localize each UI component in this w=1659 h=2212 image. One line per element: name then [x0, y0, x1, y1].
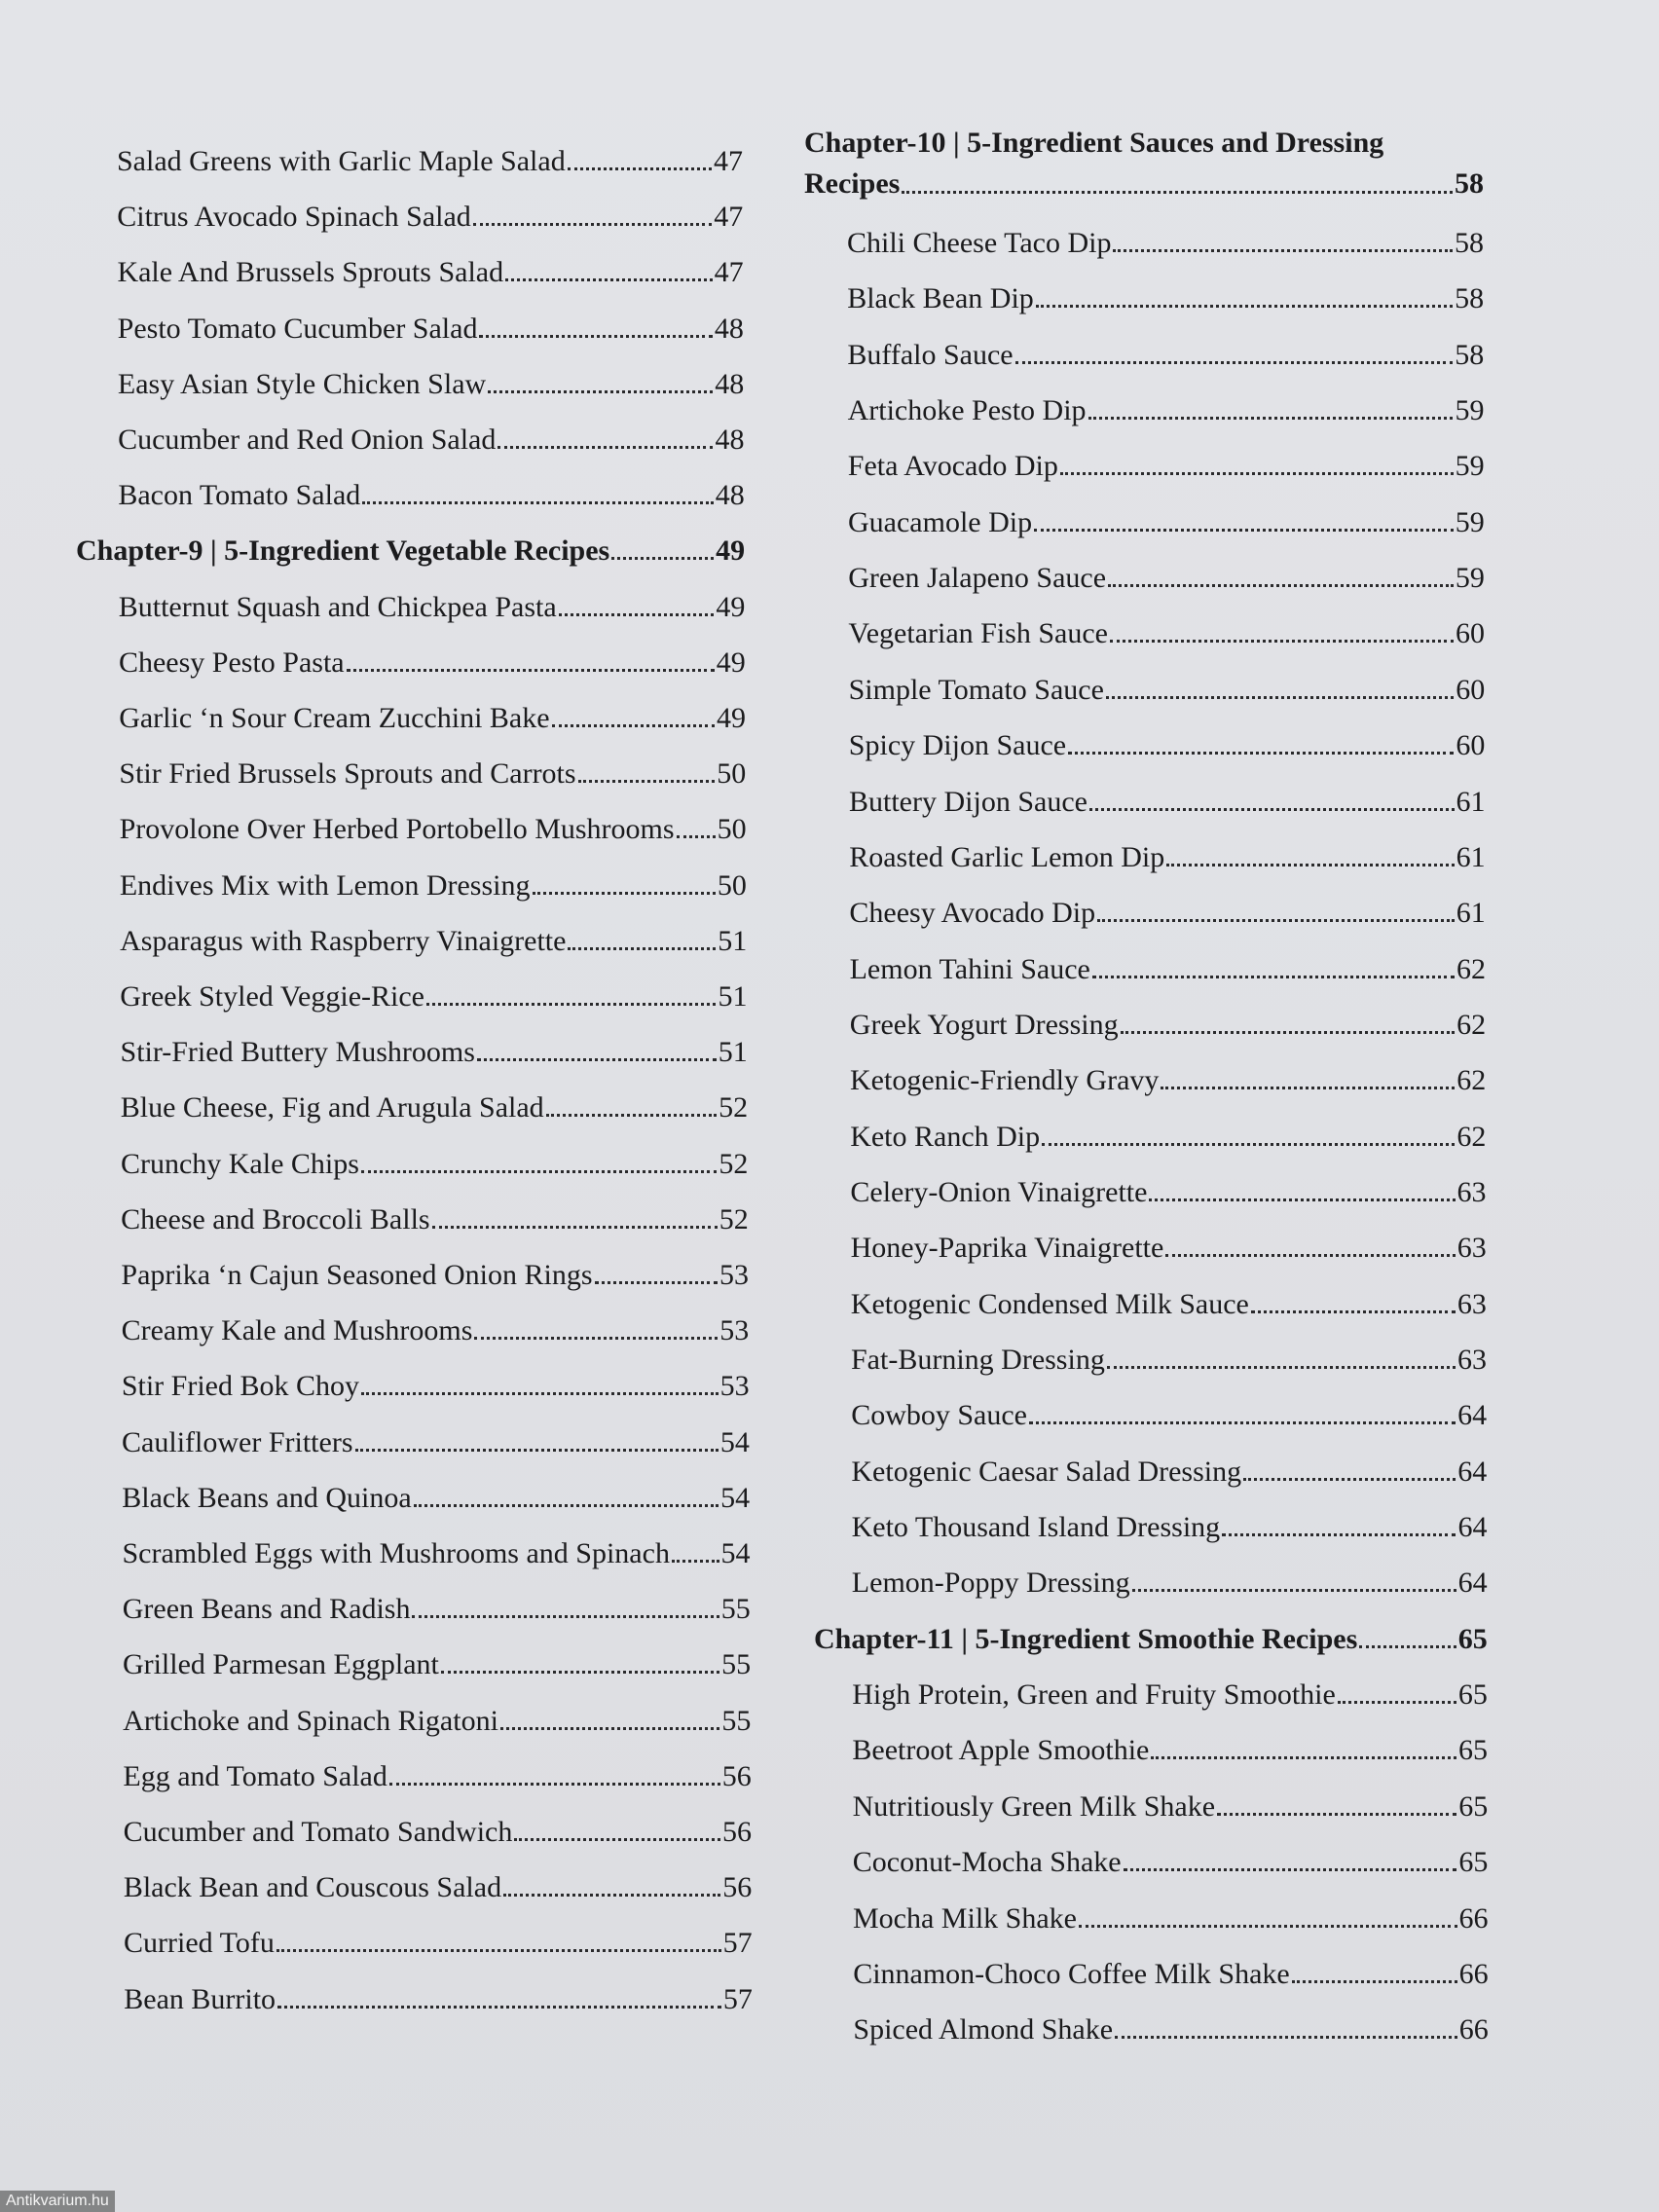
page-number: 54 — [719, 1425, 750, 1458]
page-number: 55 — [721, 1704, 752, 1737]
dot-leader — [1015, 361, 1454, 364]
entry-title: Pesto Tomato Cucumber Salad — [117, 312, 478, 345]
dot-leader — [1251, 1310, 1456, 1313]
page-number: 59 — [1455, 394, 1485, 427]
page-number: 64 — [1457, 1399, 1488, 1432]
dot-leader — [1079, 1925, 1457, 1928]
toc-entry[interactable] — [119, 701, 746, 736]
toc-entry[interactable] — [850, 952, 1486, 987]
dot-leader — [503, 1894, 720, 1897]
toc-entry[interactable] — [853, 1901, 1489, 1936]
watermark: Antikvarium.hu — [0, 2191, 115, 2212]
entry-title: Ketogenic Condensed Milk Sauce — [850, 1287, 1249, 1320]
entry-title: Spicy Dijon Sauce — [848, 729, 1067, 762]
dot-leader — [552, 724, 715, 727]
page-number: 54 — [720, 1537, 751, 1569]
toc-entry[interactable] — [118, 423, 744, 458]
page-number: 51 — [718, 1036, 748, 1069]
dot-leader — [361, 1170, 717, 1173]
entry-title: Vegetarian Fish Sauce — [848, 617, 1108, 650]
page-number: 56 — [722, 1871, 753, 1904]
entry-title: Crunchy Kale Chips — [120, 1147, 359, 1180]
page-number: 56 — [721, 1759, 752, 1792]
toc-entry[interactable] — [847, 338, 1484, 373]
toc-entry[interactable] — [850, 1175, 1486, 1210]
page-number: 52 — [719, 1147, 749, 1180]
toc-entry[interactable] — [123, 1592, 751, 1627]
page-number: 64 — [1457, 1511, 1488, 1544]
entry-title: Mocha Milk Shake — [853, 1901, 1077, 1935]
page-number: 66 — [1458, 2013, 1489, 2046]
entry-title: Black Beans and Quinoa — [122, 1481, 412, 1514]
page-number: 63 — [1456, 1287, 1487, 1320]
page-number: 65 — [1458, 1734, 1489, 1767]
chapter-10-title-line1: Chapter-10 | 5-Ingredient Sauces and Dressing — [804, 127, 1384, 159]
entry-title: Cucumber and Tomato Sandwich — [123, 1816, 513, 1848]
dot-leader — [500, 1727, 719, 1730]
toc-entry[interactable] — [850, 1063, 1486, 1098]
toc-entry[interactable] — [118, 478, 744, 513]
dot-leader — [1124, 1868, 1457, 1871]
entry-title: Endives Mix with Lemon Dressing — [119, 868, 531, 902]
entry-title: Grilled Parmesan Eggplant — [122, 1648, 439, 1681]
dot-leader — [432, 1226, 718, 1229]
page-number: 59 — [1455, 562, 1485, 595]
page-number: 54 — [720, 1481, 751, 1514]
toc-entry[interactable] — [852, 1733, 1488, 1768]
entry-title: Keto Ranch Dip — [850, 1120, 1041, 1153]
dot-leader — [1092, 976, 1455, 978]
dot-leader — [1106, 696, 1454, 699]
page-number: 59 — [1455, 450, 1485, 483]
dot-leader — [1222, 1533, 1456, 1536]
entry-title: Scrambled Eggs with Mushrooms and Spinach — [122, 1537, 670, 1569]
toc-entry[interactable] — [120, 868, 747, 903]
toc-entry[interactable] — [122, 1481, 750, 1516]
page-number: 62 — [1456, 1008, 1487, 1041]
toc-entry[interactable] — [119, 756, 746, 792]
page-number: 63 — [1456, 1175, 1487, 1208]
page-number: 50 — [717, 868, 747, 902]
page-number: 62 — [1456, 1064, 1487, 1097]
dot-leader — [474, 1337, 718, 1340]
page-number: 50 — [717, 813, 747, 846]
page-number: 57 — [722, 1927, 753, 1960]
dot-leader — [347, 669, 715, 672]
dot-leader — [1165, 1254, 1455, 1257]
dot-leader — [361, 1392, 719, 1395]
page-number: 47 — [714, 201, 744, 234]
entry-title: Bacon Tomato Salad — [118, 479, 361, 512]
entry-title: Kale And Brussels Sprouts Salad — [117, 256, 504, 289]
dot-leader — [426, 1003, 717, 1006]
page-number: 64 — [1457, 1567, 1488, 1600]
page-number: 61 — [1456, 785, 1486, 818]
toc-entry[interactable] — [121, 1147, 748, 1182]
entry-title: Greek Styled Veggie-Rice — [120, 980, 424, 1013]
entry-title: Beetroot Apple Smoothie — [852, 1734, 1150, 1767]
page-number: 48 — [715, 367, 745, 400]
dot-leader — [498, 446, 713, 449]
dot-leader — [568, 167, 712, 170]
dot-leader — [412, 1615, 719, 1618]
entry-title: Stir-Fried Buttery Mushrooms — [120, 1036, 475, 1069]
entry-title: Creamy Kale and Mushrooms — [121, 1314, 473, 1347]
entry-title: Ketogenic Caesar Salad Dressing — [851, 1455, 1242, 1488]
page-number: 59 — [1455, 505, 1485, 538]
entry-title: Cheese and Broccoli Balls — [121, 1202, 430, 1235]
entry-title: Paprika ‘n Cajun Seasoned Onion Rings — [121, 1259, 593, 1291]
entry-title: Feta Avocado Dip — [847, 450, 1058, 483]
page-number: 58 — [1455, 227, 1484, 259]
dot-leader — [276, 1949, 721, 1952]
toc-entry[interactable] — [851, 1231, 1487, 1266]
entry-title: Blue Cheese, Fig and Arugula Salad — [120, 1091, 544, 1124]
dot-leader — [1115, 2036, 1457, 2039]
toc-entry[interactable] — [123, 1536, 751, 1571]
page-number: 52 — [719, 1202, 749, 1235]
dot-leader — [1132, 1589, 1456, 1592]
page-number: 51 — [718, 980, 748, 1013]
toc-entry[interactable] — [121, 1202, 749, 1237]
chapter-heading[interactable] — [76, 534, 745, 569]
dot-leader — [1161, 1087, 1455, 1089]
chapter-heading[interactable] — [814, 1622, 1488, 1657]
dot-leader — [578, 780, 716, 783]
toc-entry[interactable] — [851, 1398, 1487, 1433]
toc-entry[interactable] — [122, 1369, 750, 1404]
entry-title: Guacamole Dip — [848, 505, 1033, 538]
dot-leader — [1036, 305, 1453, 308]
dot-leader — [414, 1504, 719, 1507]
dot-leader — [1292, 1980, 1457, 1983]
toc-entry[interactable] — [123, 1704, 751, 1739]
entry-title: Lemon Tahini Sauce — [849, 952, 1090, 985]
dot-leader — [441, 1671, 719, 1674]
page-number: 66 — [1458, 1901, 1489, 1935]
toc-entry[interactable] — [122, 1425, 750, 1460]
dot-leader — [1217, 1813, 1456, 1816]
page-number: 60 — [1456, 673, 1486, 706]
toc-entry[interactable] — [850, 1120, 1486, 1155]
page-number: 48 — [714, 312, 744, 345]
page-number: 52 — [719, 1091, 749, 1124]
toc-entry[interactable] — [119, 590, 746, 625]
toc-entry[interactable] — [853, 1789, 1489, 1825]
page-number: 55 — [720, 1593, 751, 1626]
page-number: 65 — [1457, 1678, 1488, 1712]
dot-leader — [505, 278, 713, 281]
entry-title: Nutritiously Green Milk Shake — [852, 1789, 1216, 1823]
toc-entry[interactable] — [120, 812, 747, 847]
entry-title: Black Bean Dip — [847, 282, 1034, 315]
page-number: 66 — [1458, 1957, 1489, 1990]
dot-leader — [1338, 1701, 1456, 1704]
toc-entry[interactable] — [849, 840, 1485, 875]
entry-title: Artichoke and Spinach Rigatoni — [123, 1704, 498, 1737]
dot-leader — [1089, 808, 1455, 811]
chapter-title: Chapter-9 | 5-Ingredient Vegetable Recipes — [76, 535, 610, 568]
page-number: 53 — [719, 1370, 750, 1403]
page-number: 60 — [1456, 729, 1486, 762]
toc-entry[interactable] — [850, 1008, 1486, 1043]
page-number: 53 — [719, 1259, 749, 1291]
chapter-title: Chapter-11 | 5-Ingredient Smoothie Recipes — [814, 1622, 1358, 1655]
dot-leader — [1097, 919, 1455, 922]
entry-title: Keto Thousand Island Dressing — [851, 1511, 1221, 1544]
entry-title: Garlic ‘n Sour Cream Zucchini Bake — [119, 702, 550, 734]
entry-title: Celery-Onion Vinaigrette — [850, 1175, 1148, 1208]
page-number: 49 — [716, 702, 746, 734]
entry-title: Ketogenic-Friendly Gravy — [850, 1064, 1160, 1097]
toc-entry[interactable] — [852, 1677, 1488, 1713]
entry-title: Stir Fried Bok Choy — [121, 1370, 360, 1403]
toc-entry[interactable] — [121, 1035, 748, 1070]
chapter-10-heading[interactable] — [804, 123, 1484, 204]
entry-title: Lemon-Poppy Dressing — [851, 1567, 1130, 1600]
dot-leader — [533, 892, 716, 895]
entry-title: Simple Tomato Sauce — [848, 673, 1104, 706]
dot-leader — [1108, 584, 1454, 587]
dot-leader — [1042, 1143, 1455, 1146]
toc-entry[interactable] — [123, 1759, 751, 1794]
toc-entry[interactable] — [848, 616, 1485, 651]
entry-title: Buffalo Sauce — [847, 338, 1014, 371]
entry-title: Cowboy Sauce — [851, 1399, 1027, 1432]
dot-leader — [389, 1783, 720, 1786]
toc-entry[interactable] — [853, 1845, 1489, 1880]
toc-entry[interactable] — [849, 785, 1486, 820]
dot-leader — [1166, 864, 1454, 866]
entry-title: High Protein, Green and Fruity Smoothie — [852, 1678, 1336, 1712]
page-number: 65 — [1458, 1789, 1489, 1823]
entry-title: Green Jalapeno Sauce — [848, 562, 1107, 595]
dot-leader — [1121, 1031, 1455, 1034]
entry-title: Egg and Tomato Salad — [123, 1759, 387, 1792]
page-number: 62 — [1456, 952, 1486, 985]
page-number: 63 — [1456, 1232, 1487, 1265]
entry-title: Cinnamon-Choco Coffee Milk Shake — [853, 1957, 1290, 1990]
page-number: 61 — [1456, 840, 1486, 873]
toc-entry[interactable] — [119, 645, 746, 681]
toc-entry[interactable] — [124, 1870, 752, 1905]
toc-entry[interactable] — [124, 1926, 753, 1961]
dot-leader — [902, 191, 1453, 194]
toc-entry[interactable] — [847, 281, 1484, 316]
dot-leader — [514, 1838, 720, 1841]
page-number: 51 — [718, 924, 748, 957]
entry-title: Black Bean and Couscous Salad — [123, 1871, 502, 1904]
toc-entry[interactable] — [847, 226, 1484, 261]
toc-entry[interactable] — [123, 1647, 751, 1682]
dot-leader — [479, 335, 712, 338]
toc-entry[interactable] — [853, 2012, 1488, 2047]
entry-title: Butternut Squash and Chickpea Pasta — [118, 590, 557, 623]
toc-entry[interactable] — [121, 1090, 748, 1125]
entry-title: Stir Fried Brussels Sprouts and Carrots — [119, 757, 576, 791]
toc-entry[interactable] — [124, 1982, 753, 2017]
entry-title: Citrus Avocado Spinach Salad — [117, 201, 471, 234]
toc-entry[interactable] — [848, 393, 1485, 428]
entry-title: Coconut-Mocha Shake — [852, 1846, 1122, 1879]
dot-leader — [1149, 1198, 1455, 1201]
toc-entry[interactable] — [117, 200, 743, 235]
toc-entry[interactable] — [852, 1566, 1488, 1601]
dot-leader — [1243, 1478, 1456, 1481]
dot-leader — [488, 390, 713, 393]
toc-entry[interactable] — [120, 979, 747, 1014]
chapter-10-page-number: 58 — [1455, 167, 1484, 200]
toc-entry[interactable] — [120, 924, 747, 959]
toc-entry[interactable] — [121, 1258, 749, 1293]
toc-entry[interactable] — [853, 1957, 1488, 1992]
page-number: 62 — [1456, 1120, 1487, 1153]
dot-leader — [355, 1449, 719, 1452]
entry-title: Cauliflower Fritters — [122, 1425, 353, 1458]
page-number: 53 — [719, 1314, 750, 1347]
dot-leader — [559, 613, 715, 616]
dot-leader — [595, 1281, 718, 1284]
dot-leader — [277, 2006, 721, 2009]
toc-entry[interactable] — [849, 896, 1485, 931]
dot-leader — [546, 1114, 717, 1117]
entry-title: Honey-Paprika Vinaigrette — [850, 1232, 1164, 1265]
dot-leader — [1113, 249, 1453, 252]
page-number: 48 — [715, 424, 745, 456]
dot-leader — [568, 947, 716, 950]
entry-title: Bean Burrito — [124, 1982, 276, 2015]
page-number: 49 — [716, 535, 746, 568]
dot-leader — [1068, 752, 1454, 755]
entry-title: Chili Cheese Taco Dip — [847, 227, 1112, 259]
toc-entry[interactable] — [851, 1287, 1487, 1322]
dot-leader — [1029, 1421, 1456, 1424]
page-number: 55 — [721, 1648, 752, 1681]
toc-entry[interactable] — [118, 312, 744, 347]
dot-leader — [477, 1058, 717, 1061]
toc-entry[interactable] — [122, 1313, 750, 1348]
entry-title: Greek Yogurt Dressing — [849, 1008, 1119, 1041]
toc-entry[interactable] — [849, 728, 1486, 763]
toc-entry[interactable] — [117, 255, 743, 290]
dot-leader — [1060, 472, 1454, 475]
toc-entry[interactable] — [117, 144, 743, 179]
dot-leader — [611, 557, 714, 560]
entry-title: Buttery Dijon Sauce — [849, 785, 1088, 818]
entry-title: Artichoke Pesto Dip — [847, 394, 1087, 427]
dot-leader — [1151, 1756, 1456, 1759]
toc-entry[interactable] — [848, 449, 1485, 484]
entry-title: Salad Greens with Garlic Maple Salad — [117, 145, 566, 177]
toc-entry[interactable] — [848, 505, 1485, 540]
page-number: 63 — [1457, 1344, 1487, 1376]
page-number: 49 — [716, 645, 746, 679]
dot-leader — [677, 835, 716, 838]
page-number: 47 — [714, 256, 744, 289]
page-number: 49 — [716, 590, 746, 623]
dot-leader — [1088, 417, 1454, 420]
entry-title: Cheesy Pesto Pasta — [118, 645, 345, 679]
page-number: 58 — [1455, 282, 1485, 315]
entry-title: Provolone Over Herbed Portobello Mushrooms — [119, 813, 675, 846]
entry-title: Fat-Burning Dressing — [851, 1344, 1105, 1376]
page-number: 50 — [717, 757, 747, 791]
toc-entry[interactable] — [851, 1343, 1487, 1378]
entry-title: Green Beans and Radish — [122, 1593, 411, 1626]
chapter-10-title-line2: Recipes — [804, 167, 901, 200]
entry-title: Roasted Garlic Lemon Dip — [849, 840, 1165, 873]
toc-entry[interactable] — [848, 561, 1485, 596]
page-number: 65 — [1457, 1622, 1488, 1655]
entry-title: Asparagus with Raspberry Vinaigrette — [120, 924, 567, 957]
dot-leader — [362, 501, 714, 504]
page-number: 64 — [1457, 1455, 1488, 1488]
entry-title: Cheesy Avocado Dip — [849, 897, 1096, 930]
page-number: 61 — [1456, 897, 1486, 930]
dot-leader — [672, 1560, 719, 1563]
dot-leader — [1034, 529, 1454, 532]
entry-title: Cucumber and Red Onion Salad — [118, 424, 497, 456]
dot-leader — [1359, 1645, 1456, 1648]
page-number: 60 — [1456, 617, 1486, 650]
entry-title: Curried Tofu — [124, 1927, 275, 1960]
dot-leader — [473, 223, 713, 226]
page-number: 58 — [1455, 338, 1485, 371]
entry-title: Spiced Almond Shake — [853, 2013, 1114, 2046]
toc-entry[interactable] — [849, 673, 1486, 708]
page-number: 56 — [721, 1816, 752, 1848]
toc-entry[interactable] — [124, 1815, 752, 1850]
page-number: 57 — [722, 1982, 753, 2015]
dot-leader — [1110, 640, 1454, 643]
dot-leader — [1107, 1366, 1456, 1369]
entry-title: Easy Asian Style Chicken Slaw — [117, 367, 487, 400]
toc-entry[interactable] — [851, 1455, 1487, 1490]
toc-entry[interactable] — [118, 367, 744, 402]
page-number: 47 — [714, 145, 743, 177]
page-number: 65 — [1458, 1846, 1489, 1879]
toc-entry[interactable] — [852, 1510, 1488, 1545]
page-number: 48 — [715, 479, 745, 512]
